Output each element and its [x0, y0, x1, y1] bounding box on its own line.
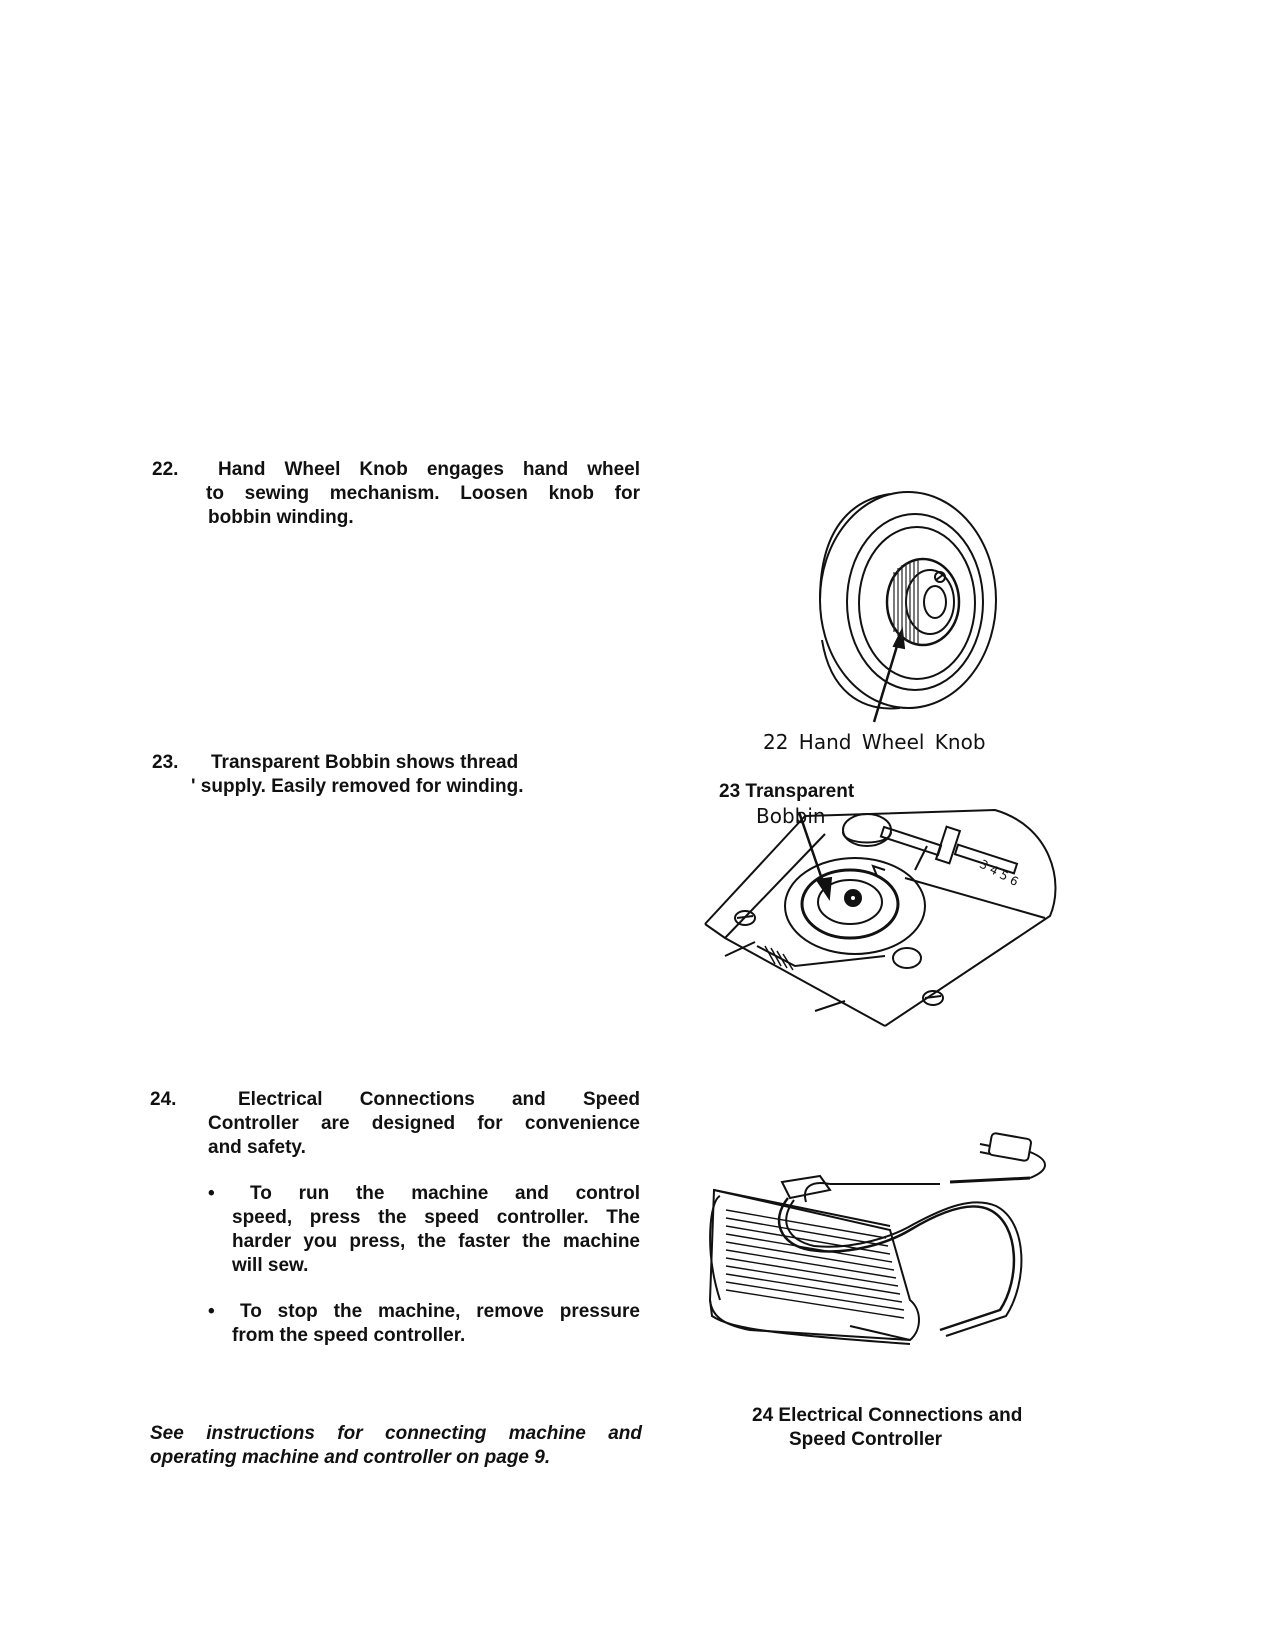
bullet-1-symbol: •: [208, 1183, 215, 1204]
item-24-bullet-2: [208, 1300, 640, 1348]
item-23-number: 23.: [152, 752, 179, 773]
item-24: [150, 1088, 640, 1160]
bobbin-area-illustration: [705, 806, 1065, 1026]
speed-controller-illustration: [690, 1130, 1070, 1370]
item-22-number: 22.: [152, 459, 179, 480]
item-24-line-2: Controller are designed for convenience: [208, 1113, 640, 1134]
bullet-1-line-3: harder you press, the faster the machine: [232, 1231, 640, 1252]
item-22-line-3: bobbin winding.: [208, 507, 354, 528]
item-24-line-1: Electrical Connections and Speed: [238, 1089, 640, 1110]
bobbin-caption-line-1: 23 Transparent: [719, 781, 855, 802]
item-23-line-2: ' supply. Easily removed for winding.: [191, 776, 524, 797]
bullet-1-line-1: To run the machine and control: [250, 1183, 640, 1204]
item-24-line-3: and safety.: [208, 1137, 306, 1158]
controller-caption-line-1: 24 Electrical Connections and: [752, 1405, 1023, 1426]
hand-wheel-knob-illustration: [790, 490, 1020, 740]
bullet-2-line-1: To stop the machine, remove pressure: [240, 1301, 640, 1322]
item-23-line-1: Transparent Bobbin shows thread: [211, 752, 519, 773]
item-24-bullet-1: [208, 1182, 640, 1278]
bullet-2-line-2: from the speed controller.: [232, 1325, 466, 1346]
item-22-line-1: Hand Wheel Knob engages hand wheel: [218, 459, 640, 480]
note-line-2: operating machine and controller on page 9.: [150, 1447, 551, 1468]
controller-caption-line-2: Speed Controller: [789, 1429, 943, 1450]
page-reference-note: [150, 1422, 642, 1470]
item-24-number: 24.: [150, 1089, 177, 1110]
bobbin-caption-line-2: Bobbin: [756, 804, 826, 828]
hand-wheel-caption: 22 Hand Wheel Knob: [763, 730, 986, 754]
bullet-1-line-2: speed, press the speed controller. The: [232, 1207, 640, 1228]
item-22: [152, 458, 640, 530]
item-23: [152, 751, 572, 799]
item-22-line-2: to sewing mechanism. Loosen knob for: [206, 483, 640, 504]
bullet-1-line-4: will sew.: [232, 1255, 309, 1276]
bobbin-plate-numbers: 3 4 5 6: [977, 856, 1021, 890]
note-line-1: See instructions for connecting machine and: [150, 1423, 642, 1444]
bullet-2-symbol: •: [208, 1301, 215, 1322]
